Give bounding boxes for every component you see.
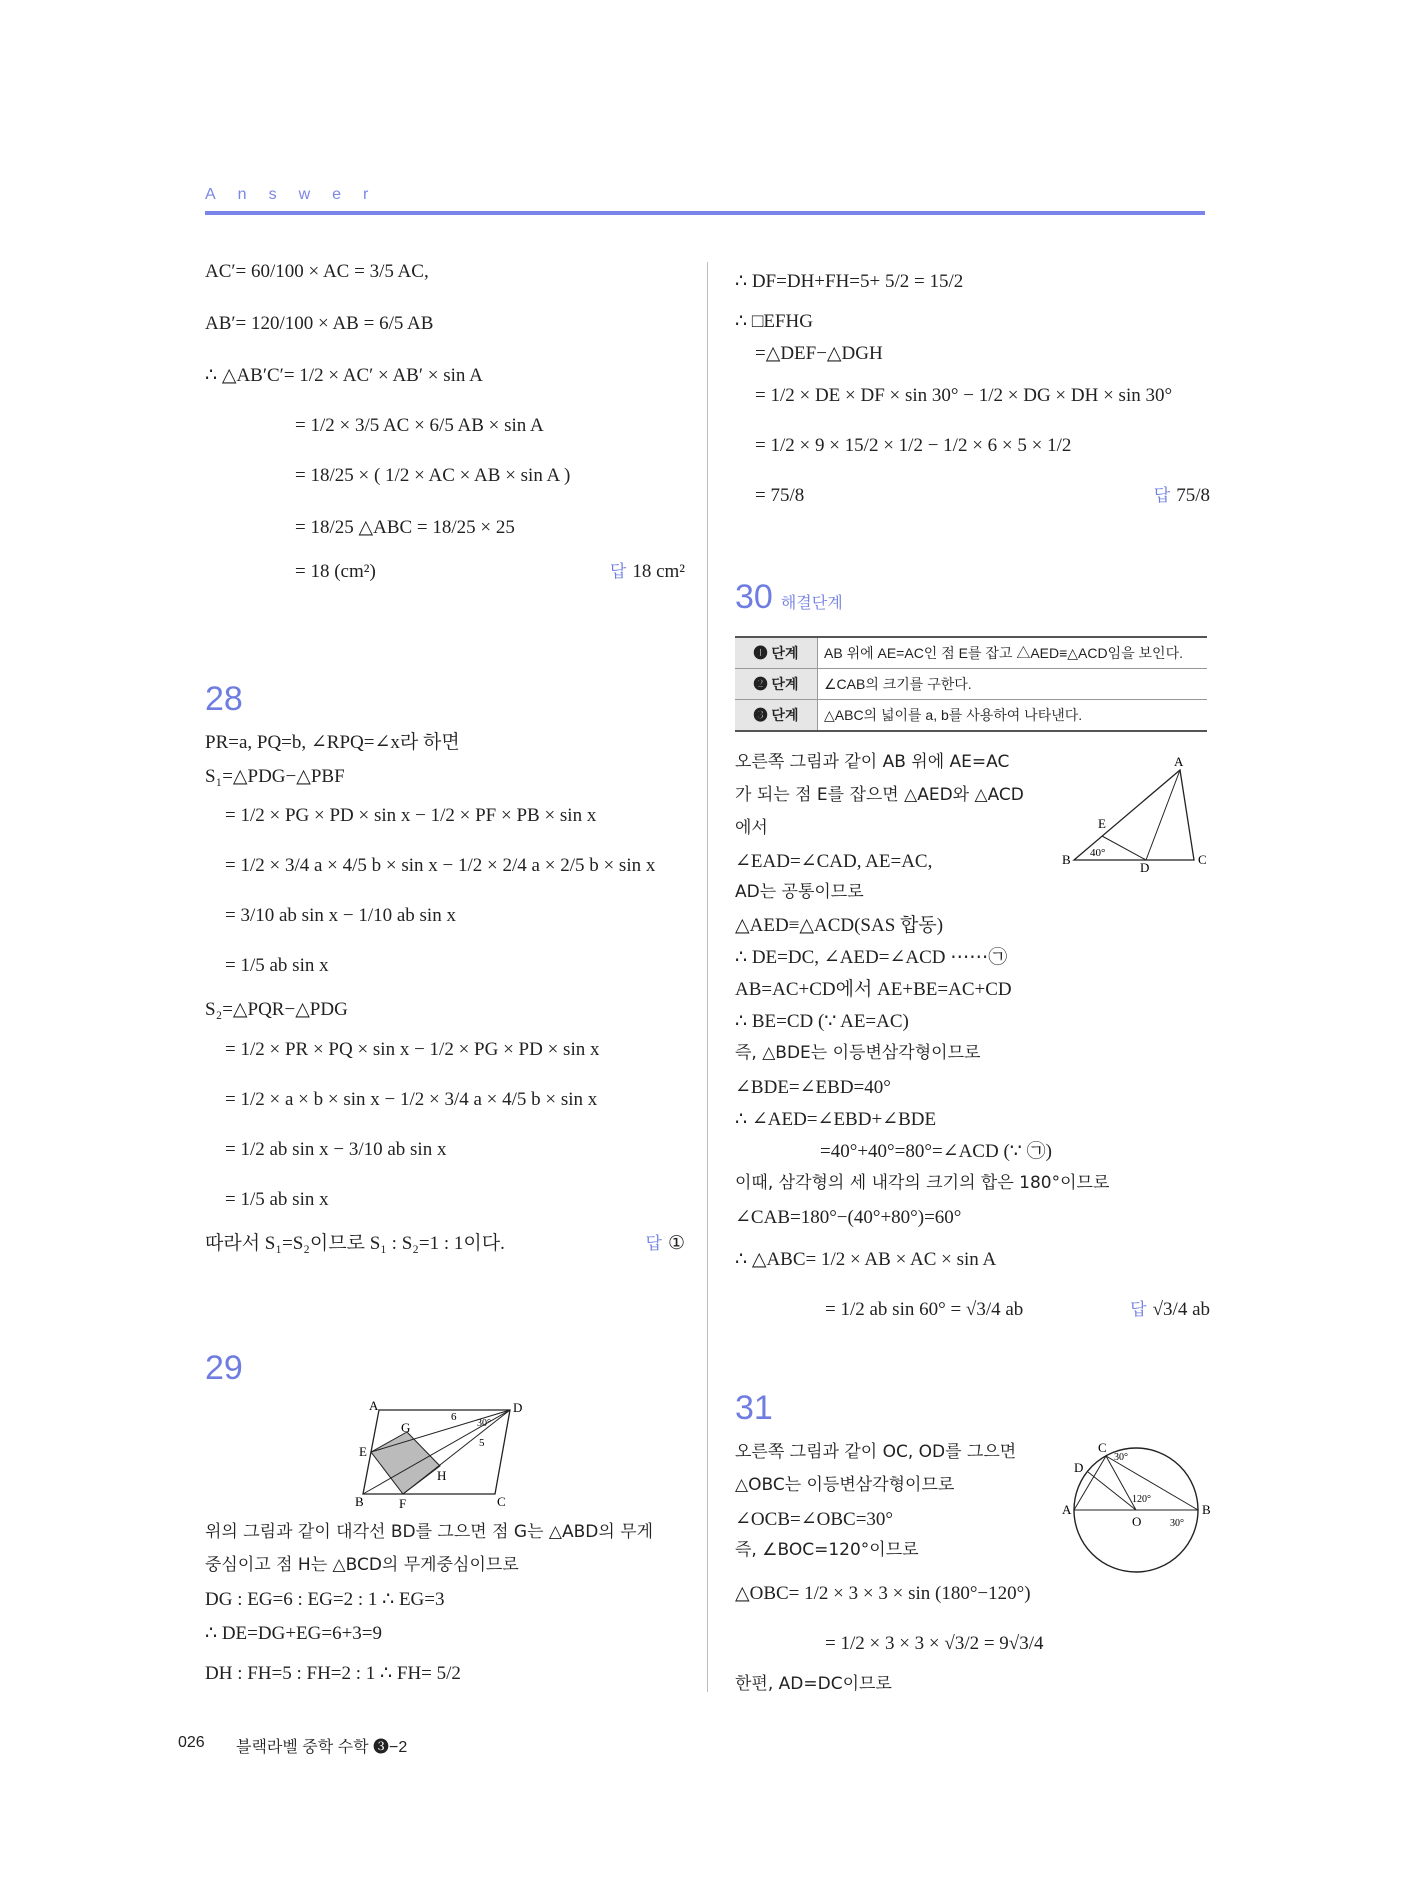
step-row <box>735 669 1207 700</box>
eq-efhg-4: = 75/8 <box>755 485 805 506</box>
fig31-angle-b: 30° <box>1170 1518 1184 1529</box>
q30-line-10: 즉, △BDE는 이등변삼각형이므로 <box>735 1043 981 1063</box>
eq-efhg: ∴ □EFHG <box>735 311 813 332</box>
fig29-label-e: E <box>359 1444 367 1459</box>
eq-area-4: = 18/25 △ABC = 18/25 × 25 <box>295 517 515 538</box>
q31-line-3: ∠OCB=∠OBC=30° <box>735 1509 894 1530</box>
eq-area-2: = 1/2 × 3/5 AC × 6/5 AB × sin A <box>295 415 544 436</box>
q30-line-1: 오른쪽 그림과 같이 AB 위에 AE=AC <box>735 752 1010 772</box>
fig31-angle-c: 30° <box>1114 1452 1128 1463</box>
question-31-number: 31 <box>735 1389 773 1427</box>
q31-line-2: △OBC는 이등변삼각형이므로 <box>735 1475 955 1495</box>
q29-line-5: DH : FH=5 : FH=2 : 1 ∴ FH= 5/2 <box>205 1663 461 1684</box>
figure-29-parallelogram <box>355 1398 535 1512</box>
figure-30-triangle <box>1062 752 1212 877</box>
q30-line-17: = 1/2 ab sin 60° = √3/4 ab <box>825 1299 1024 1320</box>
eq-efhg-3: = 1/2 × 9 × 15/2 × 1/2 − 1/2 × 6 × 5 × 1/2 <box>755 435 1072 456</box>
figure-31-circle <box>1060 1438 1220 1583</box>
q29-line-2: 중심이고 점 H는 △BCD의 무게중심이므로 <box>205 1555 519 1575</box>
q30-line-13: =40°+40°=80°=∠ACD (∵ ㉠) <box>820 1141 1052 1162</box>
q28-line-8: = 1/2 × PR × PQ × sin x − 1/2 × PG × PD × sin x <box>225 1039 600 1060</box>
q28-line-2: S₁=△PDG−△PBF <box>205 766 345 787</box>
fig29-label-b: B <box>355 1494 364 1508</box>
fig31-label-o: O <box>1132 1514 1142 1529</box>
q28-line-1: PR=a, PQ=b, ∠RPQ=∠x라 하면 <box>205 732 460 753</box>
fig29-label-h: H <box>437 1468 447 1483</box>
fig31-label-c: C <box>1098 1440 1107 1455</box>
step-text: △ABC의 넓이를 a, b를 사용하여 나타낸다. <box>818 700 1208 732</box>
book-title: 블랙라벨 중학 수학 ❸−2 <box>236 1739 408 1756</box>
q30-line-6: △AED≡△ACD(SAS 합동) <box>735 915 944 936</box>
eq-area-5: = 18 (cm²) <box>295 561 376 582</box>
step-label: ❷ 단계 <box>735 669 818 700</box>
fig31-label-b: B <box>1202 1502 1211 1517</box>
q30-line-9: ∴ BE=CD (∵ AE=AC) <box>735 1011 909 1032</box>
q30-line-14: 이때, 삼각형의 세 내각의 크기의 합은 180°이므로 <box>735 1173 1110 1193</box>
fig30-label-b: B <box>1062 852 1071 867</box>
q28-line-3: = 1/2 × PG × PD × sin x − 1/2 × PF × PB × sin x <box>225 805 597 826</box>
step-row <box>735 637 1207 669</box>
fig31-label-d: D <box>1074 1460 1084 1475</box>
q30-line-8: AB=AC+CD에서 AE+BE=AC+CD <box>735 979 1012 1000</box>
q31-line-5: △OBC= 1/2 × 3 × 3 × sin (180°−120°) <box>735 1583 1031 1604</box>
fig31-label-a: A <box>1062 1502 1072 1517</box>
answer-label: 답 <box>609 562 627 581</box>
q30-line-2: 가 되는 점 E를 잡으면 △AED와 △ACD <box>735 785 1024 805</box>
solution-steps-table <box>735 636 1207 732</box>
q30-line-16: ∴ △ABC= 1/2 × AB × AC × sin A <box>735 1249 997 1270</box>
q31-line-6: = 1/2 × 3 × 3 × √3/2 = 9√3/4 <box>825 1633 1044 1654</box>
q28-line-9: = 1/2 × a × b × sin x − 1/2 × 3/4 a × 4/5 b × sin x <box>225 1089 598 1110</box>
fig30-label-d: D <box>1140 860 1150 872</box>
q30-line-11: ∠BDE=∠EBD=40° <box>735 1077 891 1098</box>
page-number: 026 <box>178 1734 205 1751</box>
step-text: AB 위에 AE=AC인 점 E를 잡고 △AED≡△ACD임을 보인다. <box>818 637 1208 669</box>
answer-30: 답 √3/4 ab <box>1130 1299 1210 1320</box>
q29-line-3: DG : EG=6 : EG=2 : 1 ∴ EG=3 <box>205 1589 445 1610</box>
q31-line-4: 즉, ∠BOC=120°이므로 <box>735 1540 919 1560</box>
fig29-label-g: G <box>401 1420 411 1435</box>
eq-efhg-2: = 1/2 × DE × DF × sin 30° − 1/2 × DG × DH × sin 30° <box>755 385 1173 406</box>
q31-line-7: 한편, AD=DC이므로 <box>735 1674 892 1694</box>
fig29-label-c: C <box>497 1494 506 1508</box>
q28-line-12: 따라서 S₁=S₂이므로 S₁ : S₂=1 : 1이다. <box>205 1233 505 1254</box>
eq-area-3: = 18/25 × ( 1/2 × AC × AB × sin A ) <box>295 465 571 486</box>
eq-ac-prime: AC′= 60/100 × AC = 3/5 AC, <box>205 261 429 282</box>
fig29-angle: 30° <box>477 1418 491 1429</box>
step-label: ❶ 단계 <box>735 637 818 669</box>
q31-line-1: 오른쪽 그림과 같이 OC, OD를 그으면 <box>735 1442 1017 1462</box>
step-row <box>735 700 1207 732</box>
fig29-length-6: 6 <box>451 1411 457 1423</box>
fig30-label-c: C <box>1198 852 1207 867</box>
fig30-label-a: A <box>1174 754 1184 769</box>
fig30-angle: 40° <box>1090 847 1106 859</box>
answer-29: 답 75/8 <box>1153 485 1210 506</box>
q30-line-15: ∠CAB=180°−(40°+80°)=60° <box>735 1207 962 1228</box>
answer-28: 답 ① <box>645 1233 685 1254</box>
step-text: ∠CAB의 크기를 구한다. <box>818 669 1208 700</box>
q28-line-11: = 1/5 ab sin x <box>225 1189 329 1210</box>
fig30-label-e: E <box>1098 816 1106 831</box>
q30-line-12: ∴ ∠AED=∠EBD+∠BDE <box>735 1109 937 1130</box>
q29-line-1: 위의 그림과 같이 대각선 BD를 그으면 점 G는 △ABD의 무게 <box>205 1522 654 1542</box>
q30-line-5: AD는 공통이므로 <box>735 882 864 902</box>
q30-line-4: ∠EAD=∠CAD, AE=AC, <box>735 851 933 872</box>
eq-area-1: ∴ △AB′C′= 1/2 × AC′ × AB′ × sin A <box>205 365 483 386</box>
fig31-angle-o: 120° <box>1132 1494 1151 1505</box>
step-label: ❸ 단계 <box>735 700 818 732</box>
q28-line-10: = 1/2 ab sin x − 3/10 ab sin x <box>225 1139 447 1160</box>
q30-line-7: ∴ DE=DC, ∠AED=∠ACD ⋯⋯㉠ <box>735 947 1008 968</box>
fig29-length-5: 5 <box>479 1437 485 1449</box>
q30-line-3: 에서 <box>735 818 768 838</box>
eq-df: ∴ DF=DH+FH=5+ 5/2 = 15/2 <box>735 271 964 292</box>
question-30-number: 30 해결단계 <box>735 578 843 616</box>
question-29-number: 29 <box>205 1349 243 1387</box>
q28-line-6: = 1/5 ab sin x <box>225 955 329 976</box>
q29-line-4: ∴ DE=DG+EG=6+3=9 <box>205 1623 383 1644</box>
q28-line-7: S₂=△PQR−△PDG <box>205 999 348 1020</box>
answer-27: 답 18 cm² <box>609 561 685 582</box>
column-divider <box>707 262 708 1692</box>
fig29-label-a: A <box>369 1398 379 1413</box>
fig29-label-f: F <box>399 1496 407 1508</box>
question-30-subtitle: 해결단계 <box>780 595 843 612</box>
fig29-label-d: D <box>513 1400 523 1415</box>
question-28-number: 28 <box>205 680 243 718</box>
header-rule <box>205 211 1205 215</box>
q28-line-5: = 3/10 ab sin x − 1/10 ab sin x <box>225 905 456 926</box>
page-header: Answer <box>205 186 391 203</box>
q28-line-4: = 1/2 × 3/4 a × 4/5 b × sin x − 1/2 × 2/4 a × 2/5 b × sin x <box>225 855 656 876</box>
eq-ab-prime: AB′= 120/100 × AB = 6/5 AB <box>205 313 434 334</box>
eq-efhg-1: =△DEF−△DGH <box>755 343 883 364</box>
